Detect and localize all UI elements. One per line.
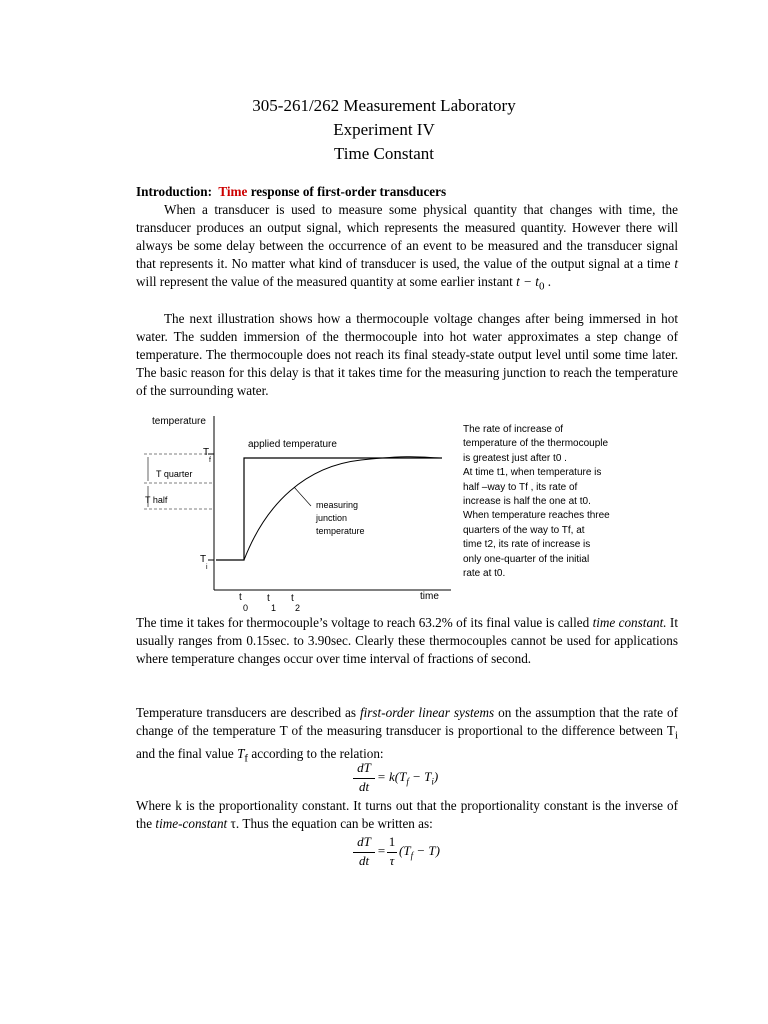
equation-2 <box>353 834 465 870</box>
heading-rest: response of first-order transducers <box>250 184 447 199</box>
tquarter-label: T quarter <box>156 469 193 479</box>
side-note-line: only one-quarter of the initial <box>463 553 590 565</box>
side-note-line: When temperature reaches three <box>463 510 610 522</box>
paragraph-1-a: When a transducer is used to measure some physical quantity that changes with time, the transducer produces an output signal, which represents the measured quantity. However there will always be some delay between the occurrence of an event to be measured and the transducer signal that represents it. No matter what kind of transducer is used, the value of the output signal at a time <box>136 202 678 271</box>
equation-1-sub-i: i <box>431 776 434 787</box>
tf-label: T <box>203 447 210 458</box>
paragraph-2: The next illustration shows how a thermocouple voltage changes after being immersed in hot water. The sudden immersion of the thermocouple into hot water approximates a step change of temperature. The thermocouple does not reach its final steady-state output level until some time later. The basic reason for this delay is that it takes time for the measuring junction to reach the temperature of the surrounding water. <box>136 311 678 398</box>
equation-2-sub-f: f <box>410 850 414 861</box>
equation-2-end: − T) <box>413 843 440 858</box>
measuring-label-line3: temperature <box>316 526 365 536</box>
equation-1 <box>353 760 465 796</box>
paragraph-4-a: Temperature transducers are described as <box>136 705 360 720</box>
equation-1-rhs-a: = k(T <box>377 769 407 784</box>
equation-1-minus: − T <box>408 769 432 784</box>
equation-2-rhs-a: (T <box>399 843 411 858</box>
ti-sub: i <box>206 564 208 571</box>
thermocouple-response-figure <box>136 408 456 618</box>
paragraph-5-a: Where k is the proportionality constant. It turns out that the proportionality constant is the inverse of the <box>136 798 678 831</box>
measuring-label-pointer <box>294 487 311 506</box>
thalf-label: T half <box>145 495 168 505</box>
figure-side-note <box>463 423 638 581</box>
paragraph-4-c: and the final value <box>136 745 238 761</box>
side-note-line: quarters of the way to Tf, at <box>463 524 585 536</box>
paragraph-4-em: first-order linear systems <box>359 705 495 720</box>
side-note-line: temperature of the thermocouple <box>463 438 609 450</box>
ti-label: T <box>200 554 207 565</box>
paragraph-4-d: according to the relation: <box>248 745 384 761</box>
x-axis-label: time <box>420 591 439 602</box>
paragraph-3-b: It usually ranges from 0.15sec. to 3.90sec. Clearly these thermocouples cannot be used for applications where temperature changes occur over time interval of fractions of second. <box>136 615 678 666</box>
paragraph-1-expr: t − t <box>516 274 539 289</box>
paragraph-5 <box>136 797 678 833</box>
paragraph-1-t: t <box>674 256 678 271</box>
side-note-line: is greatest just after t0 . <box>463 452 567 464</box>
paragraph-4-sub: i <box>674 729 678 742</box>
document-title-line3: Time Constant <box>334 144 434 163</box>
equation-2-rhs <box>399 843 440 861</box>
paragraph-4-tf: T <box>237 745 245 761</box>
tf-sub: f <box>209 457 211 464</box>
side-note-line: rate at t0. <box>463 568 506 580</box>
y-axis-label: temperature <box>152 416 206 427</box>
equation-2-equals: = <box>377 843 386 858</box>
equation-1-close: ) <box>433 769 439 784</box>
equation-2-denominator: dt <box>358 853 370 868</box>
measuring-label-line2: junction <box>316 513 348 523</box>
t1-label: t <box>267 593 270 604</box>
heading-red-word: Time <box>218 184 248 199</box>
side-note-line: At time t1, when temperature is <box>463 467 602 479</box>
document-title-line1: 305-261/262 Measurement Laboratory <box>252 96 516 115</box>
t0-label: t <box>239 592 242 603</box>
side-note-line: time t2, its rate of increase is <box>463 539 591 551</box>
paragraph-1-end: . <box>544 274 552 289</box>
document-title-line2: Experiment IV <box>333 120 435 139</box>
equation-2-numerator: dT <box>357 834 371 849</box>
paragraph-3-em: time constant. <box>592 615 667 630</box>
paragraph-4-b: on the assumption that the rate of change of the temperature T of the measuring transducer is proportional to the difference between T <box>136 705 678 738</box>
t1-sub: 1 <box>271 603 277 613</box>
paragraph-3-a: The time it takes for thermocouple’s voltage to reach 63.2% of its final value is called <box>136 615 593 630</box>
equation-1-denominator: dt <box>358 779 370 794</box>
paragraph-5-em: time-constant <box>155 816 228 831</box>
side-note-line: The rate of increase of <box>463 424 564 435</box>
equation-1-sub-f: f <box>406 776 409 787</box>
paragraph-1-b: will represent the value of the measured quantity at some earlier instant <box>136 274 517 289</box>
measuring-label-line1: measuring <box>316 500 359 510</box>
applied-temperature-label: applied temperature <box>248 439 337 450</box>
paragraph-5-b: τ. Thus the equation can be written as: <box>227 816 433 831</box>
paragraph-4 <box>136 704 678 767</box>
equation-2-one: 1 <box>388 834 396 849</box>
paragraph-4-tf-sub: f <box>244 752 249 765</box>
side-note-line: increase is half the one at t0. <box>463 496 591 508</box>
equation-1-numerator: dT <box>357 760 371 775</box>
paragraph-3 <box>136 614 678 668</box>
heading-label: Introduction: <box>136 184 212 199</box>
side-note-line: half –way to Tf , its rate of <box>463 481 578 493</box>
paragraph-1-sub: 0 <box>538 280 545 293</box>
t2-label: t <box>291 593 294 604</box>
t2-sub: 2 <box>295 603 301 613</box>
t0-sub: 0 <box>243 603 249 613</box>
section-heading <box>136 183 446 201</box>
equation-2-tau: τ <box>389 853 395 868</box>
equation-1-rhs <box>377 769 438 787</box>
paragraph-1 <box>136 201 678 296</box>
